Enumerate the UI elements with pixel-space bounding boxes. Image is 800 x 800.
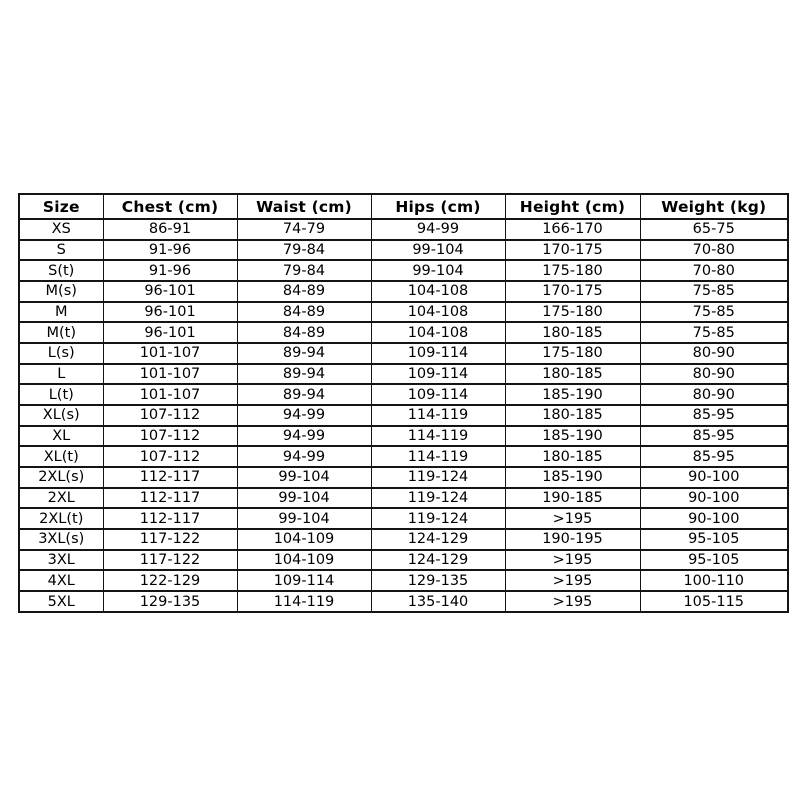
table-row: [19, 260, 788, 281]
table-cell: 124-129: [371, 529, 505, 550]
size-cell: S(t): [19, 260, 103, 281]
table-cell: 89-94: [237, 364, 371, 385]
table-cell: 99-104: [371, 260, 505, 281]
table-cell: 95-105: [640, 550, 788, 571]
table-cell: 107-112: [103, 405, 237, 426]
table-cell: 114-119: [371, 405, 505, 426]
table-cell: 105-115: [640, 591, 788, 612]
table-cell: 65-75: [640, 219, 788, 240]
table-cell: 185-190: [505, 467, 640, 488]
table-cell: 100-110: [640, 570, 788, 591]
table-cell: 99-104: [237, 467, 371, 488]
table-cell: 109-114: [371, 384, 505, 405]
table-cell: 70-80: [640, 240, 788, 261]
table-cell: 74-79: [237, 219, 371, 240]
table-cell: 129-135: [103, 591, 237, 612]
table-cell: 80-90: [640, 384, 788, 405]
table-row: [19, 529, 788, 550]
table-row: [19, 426, 788, 447]
table-cell: >195: [505, 550, 640, 571]
table-cell: 86-91: [103, 219, 237, 240]
size-cell: M: [19, 302, 103, 323]
table-cell: 70-80: [640, 260, 788, 281]
size-cell: 2XL: [19, 488, 103, 509]
table-cell: 104-108: [371, 302, 505, 323]
table-cell: 90-100: [640, 508, 788, 529]
size-cell: L: [19, 364, 103, 385]
table-row: [19, 488, 788, 509]
column-header: Waist (cm): [237, 194, 371, 219]
column-header: Weight (kg): [640, 194, 788, 219]
table-cell: 170-175: [505, 240, 640, 261]
table-cell: 135-140: [371, 591, 505, 612]
table-cell: 112-117: [103, 488, 237, 509]
table-cell: 109-114: [237, 570, 371, 591]
table-cell: 104-109: [237, 550, 371, 571]
table-cell: 75-85: [640, 302, 788, 323]
table-cell: 90-100: [640, 467, 788, 488]
table-cell: 119-124: [371, 508, 505, 529]
table-cell: 94-99: [237, 446, 371, 467]
table-cell: 84-89: [237, 281, 371, 302]
table-cell: 99-104: [371, 240, 505, 261]
size-cell: 4XL: [19, 570, 103, 591]
table-cell: 85-95: [640, 405, 788, 426]
size-cell: M(t): [19, 322, 103, 343]
table-cell: 185-190: [505, 384, 640, 405]
table-cell: 107-112: [103, 426, 237, 447]
table-cell: 90-100: [640, 488, 788, 509]
table-row: [19, 219, 788, 240]
table-cell: >195: [505, 591, 640, 612]
table-cell: 75-85: [640, 322, 788, 343]
table-cell: 114-119: [237, 591, 371, 612]
table-cell: 79-84: [237, 240, 371, 261]
table-row: [19, 570, 788, 591]
table-cell: 104-108: [371, 281, 505, 302]
table-row: [19, 384, 788, 405]
table-row: [19, 405, 788, 426]
table-cell: 104-108: [371, 322, 505, 343]
table-cell: 85-95: [640, 426, 788, 447]
column-header: Size: [19, 194, 103, 219]
table-cell: 99-104: [237, 488, 371, 509]
column-header: Height (cm): [505, 194, 640, 219]
size-cell: XL(t): [19, 446, 103, 467]
table-cell: 129-135: [371, 570, 505, 591]
table-cell: 94-99: [237, 405, 371, 426]
table-cell: 117-122: [103, 550, 237, 571]
header-row: [19, 194, 788, 219]
table-cell: 79-84: [237, 260, 371, 281]
table-cell: 166-170: [505, 219, 640, 240]
column-header: Chest (cm): [103, 194, 237, 219]
table-cell: 80-90: [640, 343, 788, 364]
table-cell: 99-104: [237, 508, 371, 529]
table-row: [19, 550, 788, 571]
size-cell: 3XL(s): [19, 529, 103, 550]
table-cell: 89-94: [237, 384, 371, 405]
table-cell: 180-185: [505, 405, 640, 426]
table-cell: 190-195: [505, 529, 640, 550]
table-row: [19, 302, 788, 323]
table-cell: 91-96: [103, 240, 237, 261]
table-row: [19, 591, 788, 612]
size-cell: M(s): [19, 281, 103, 302]
table-cell: 91-96: [103, 260, 237, 281]
table-cell: 84-89: [237, 322, 371, 343]
table-cell: 112-117: [103, 467, 237, 488]
size-cell: L(t): [19, 384, 103, 405]
table-cell: 96-101: [103, 281, 237, 302]
table-cell: 190-185: [505, 488, 640, 509]
table-cell: 124-129: [371, 550, 505, 571]
size-cell: 5XL: [19, 591, 103, 612]
table-cell: 101-107: [103, 384, 237, 405]
table-cell: 175-180: [505, 302, 640, 323]
size-cell: XL: [19, 426, 103, 447]
table-cell: 109-114: [371, 364, 505, 385]
table-cell: 94-99: [371, 219, 505, 240]
size-cell: S: [19, 240, 103, 261]
table-cell: 101-107: [103, 343, 237, 364]
table-cell: 119-124: [371, 467, 505, 488]
size-chart-table: [18, 193, 789, 613]
table-row: [19, 343, 788, 364]
table-cell: 175-180: [505, 343, 640, 364]
size-cell: L(s): [19, 343, 103, 364]
table-row: [19, 446, 788, 467]
table-cell: 180-185: [505, 446, 640, 467]
table-cell: 107-112: [103, 446, 237, 467]
table-row: [19, 364, 788, 385]
table-cell: 85-95: [640, 446, 788, 467]
table-row: [19, 240, 788, 261]
table-cell: 75-85: [640, 281, 788, 302]
table-cell: 170-175: [505, 281, 640, 302]
size-cell: XL(s): [19, 405, 103, 426]
column-header: Hips (cm): [371, 194, 505, 219]
table-cell: 180-185: [505, 322, 640, 343]
table-row: [19, 281, 788, 302]
size-cell: XS: [19, 219, 103, 240]
table-cell: 96-101: [103, 322, 237, 343]
table-cell: >195: [505, 570, 640, 591]
table-cell: 175-180: [505, 260, 640, 281]
table-cell: 185-190: [505, 426, 640, 447]
table-cell: 109-114: [371, 343, 505, 364]
table-cell: 119-124: [371, 488, 505, 509]
table-cell: >195: [505, 508, 640, 529]
size-cell: 2XL(t): [19, 508, 103, 529]
table-cell: 96-101: [103, 302, 237, 323]
table-row: [19, 467, 788, 488]
table-cell: 101-107: [103, 364, 237, 385]
table-cell: 95-105: [640, 529, 788, 550]
table-cell: 114-119: [371, 426, 505, 447]
table-cell: 94-99: [237, 426, 371, 447]
table-cell: 122-129: [103, 570, 237, 591]
table-row: [19, 322, 788, 343]
size-cell: 3XL: [19, 550, 103, 571]
table-body: [19, 219, 788, 612]
table-cell: 80-90: [640, 364, 788, 385]
table-cell: 89-94: [237, 343, 371, 364]
table-cell: 112-117: [103, 508, 237, 529]
table-cell: 84-89: [237, 302, 371, 323]
table-row: [19, 508, 788, 529]
table-cell: 180-185: [505, 364, 640, 385]
table-cell: 114-119: [371, 446, 505, 467]
table-cell: 117-122: [103, 529, 237, 550]
size-cell: 2XL(s): [19, 467, 103, 488]
table-cell: 104-109: [237, 529, 371, 550]
